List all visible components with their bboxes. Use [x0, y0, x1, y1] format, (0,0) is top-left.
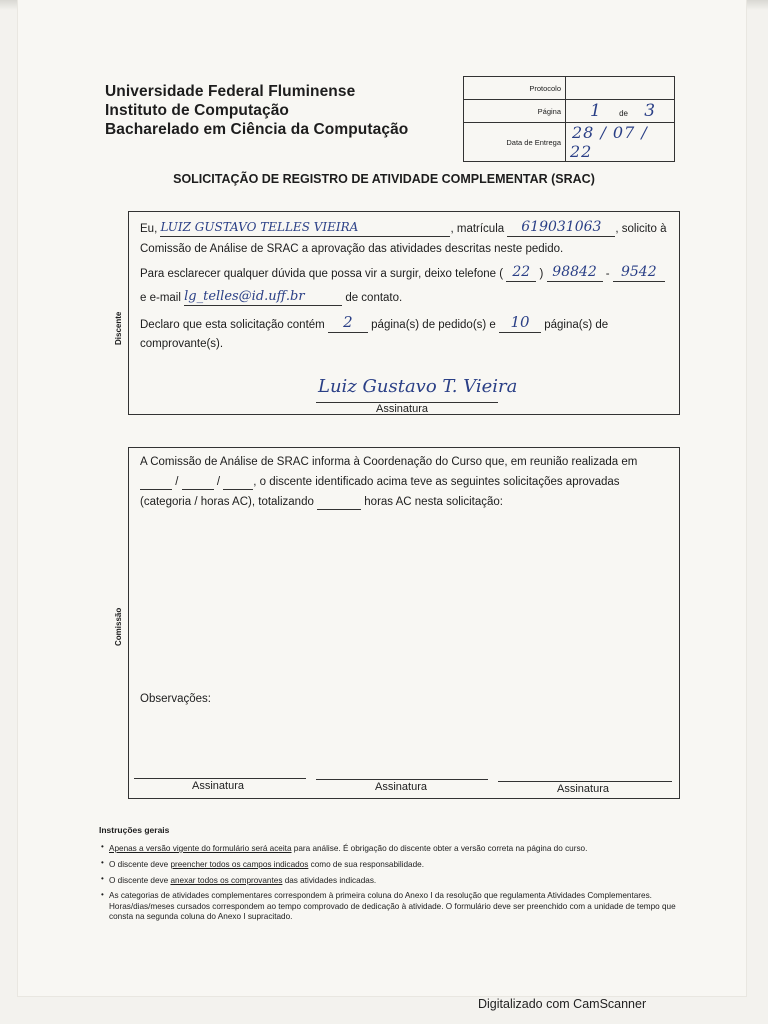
- course-name: Bacharelado em Ciência da Computação: [105, 121, 409, 138]
- declaro-mid: página(s) de pedido(s) e: [371, 319, 496, 331]
- solicito-text: , solicito à: [615, 223, 667, 235]
- discente-line2: Comissão de Análise de SRAC a aprovação das atividades descritas neste pedido.: [140, 243, 564, 255]
- data-entrega-value: 28 / 07 / 22: [570, 123, 648, 161]
- pagina-value-cell: [566, 100, 675, 123]
- discente-line1: [140, 220, 674, 237]
- protocolo-label: Protocolo: [464, 77, 566, 100]
- pagina-value: 1: [590, 101, 601, 121]
- ddd-value: 22: [512, 264, 531, 280]
- comissao-signature-line-3: [498, 781, 672, 782]
- comissao-line3: [140, 495, 503, 510]
- email-suffix: de contato.: [345, 292, 403, 304]
- instrucao-1: [109, 843, 587, 854]
- comissao-month-blank: [182, 489, 214, 490]
- comprovantes-text: comprovante(s).: [140, 338, 224, 350]
- declaro-prefix: Declaro que esta solicitação contém: [140, 319, 325, 331]
- telefone-part1: 98842: [552, 264, 597, 280]
- telefone-part2: 9542: [620, 264, 657, 280]
- telefone-dash: -: [605, 268, 610, 280]
- telefone-mid: ): [539, 268, 544, 280]
- bullet-3: •: [101, 874, 104, 883]
- eu-label: Eu,: [140, 223, 158, 235]
- bullet-1: •: [101, 842, 104, 851]
- protocolo-value: [566, 77, 675, 100]
- instrucao-4: As categorias de atividades complementares correspondem à primeira coluna do Anexo I da resolução que regulamenta Atividades Complementares. Horas/dias/meses cursados correspondem ao tempo comprovado de dedicação à atividade. O formulário deve ser preenchido com a unidade de tempo que consta na segunda coluna do Anexo I supracitado.: [109, 891, 676, 921]
- bullet-4: •: [101, 890, 104, 899]
- telefone-prefix: Para esclarecer qualquer dúvida que possa vir a surgir, deixo telefone (: [140, 268, 504, 280]
- comissao-signature-label-1: Assinatura: [192, 780, 244, 792]
- comissao-signature-line-2: [316, 779, 488, 780]
- comissao-line2: [140, 475, 620, 490]
- date-sep-2: /: [216, 476, 221, 488]
- comissao-signature-label-3: Assinatura: [557, 783, 609, 795]
- instrucoes-title: Instruções gerais: [99, 825, 170, 835]
- comissao-side-label: Comissão: [114, 607, 123, 646]
- matricula-value: 619031063: [521, 219, 602, 235]
- comissao-line2-rest: , o discente identificado acima teve as seguintes solicitações aprovadas: [253, 476, 620, 488]
- bullet-2: •: [101, 858, 104, 867]
- instrucao-2: [109, 859, 424, 870]
- instrucao-3: [109, 875, 376, 886]
- paginas-comprovante: 10: [510, 313, 530, 331]
- instrucao-2-rest: como de sua responsabilidade.: [308, 860, 424, 869]
- pagina-label: Página: [464, 100, 566, 123]
- comissao-line3-prefix: (categoria / horas AC), totalizando: [140, 496, 314, 508]
- data-entrega-label: Data de Entrega: [464, 123, 566, 162]
- instrucao-3-rest: das atividades indicadas.: [282, 876, 377, 885]
- institute-name: Instituto de Computação: [105, 102, 289, 119]
- comissao-day-blank: [140, 489, 172, 490]
- paginas-pedido: 2: [343, 313, 353, 331]
- discente-signature-label: Assinatura: [376, 403, 428, 415]
- horas-ac-blank: [317, 509, 361, 510]
- date-sep-1: /: [175, 476, 179, 488]
- instrucao-1-rest: para análise. É obrigação do discente obter a versão correta na página do curso.: [291, 844, 588, 853]
- observacoes-label: Observações:: [140, 693, 211, 705]
- matricula-label: , matrícula: [450, 223, 505, 235]
- instrucao-1-underlined: Apenas a versão vigente do formulário será aceita: [109, 844, 292, 853]
- email-prefix: e e-mail: [140, 292, 181, 304]
- protocol-table: [463, 76, 675, 162]
- comissao-line1: A Comissão de Análise de SRAC informa à Coordenação do Curso que, em reunião realizada em: [140, 456, 638, 468]
- de-label: de: [619, 109, 628, 118]
- comissao-signature-line-1: [134, 778, 306, 779]
- discente-signature: Luiz Gustavo T. Vieira: [318, 376, 518, 397]
- discente-side-label: Discente: [114, 311, 123, 345]
- comissao-signature-label-2: Assinatura: [375, 781, 427, 793]
- university-name: Universidade Federal Fluminense: [105, 83, 356, 100]
- telefone-line: [140, 265, 665, 282]
- data-entrega-cell: [566, 123, 675, 162]
- comissao-line3-suffix: horas AC nesta solicitação:: [364, 496, 503, 508]
- email-value: lg_telles@id.uff.br: [184, 289, 305, 304]
- form-title: SOLICITAÇÃO DE REGISTRO DE ATIVIDADE COMPLEMENTAR (SRAC): [173, 172, 595, 186]
- instrucao-2-underlined: preencher todos os campos indicados: [170, 860, 309, 869]
- instrucao-2-pre: O discente deve: [109, 860, 171, 869]
- instrucao-3-pre: O discente deve: [109, 876, 171, 885]
- camscanner-watermark: Digitalizado com CamScanner: [478, 997, 647, 1011]
- email-line: [140, 289, 402, 306]
- declaro-line: [140, 315, 608, 333]
- pagina-total: 3: [644, 101, 656, 121]
- comissao-year-blank: [223, 489, 253, 490]
- discente-name: LUIZ GUSTAVO TELLES VIEIRA: [160, 220, 359, 234]
- instrucao-3-underlined: anexar todos os comprovantes: [170, 876, 283, 885]
- declaro-suffix: página(s) de: [544, 319, 609, 331]
